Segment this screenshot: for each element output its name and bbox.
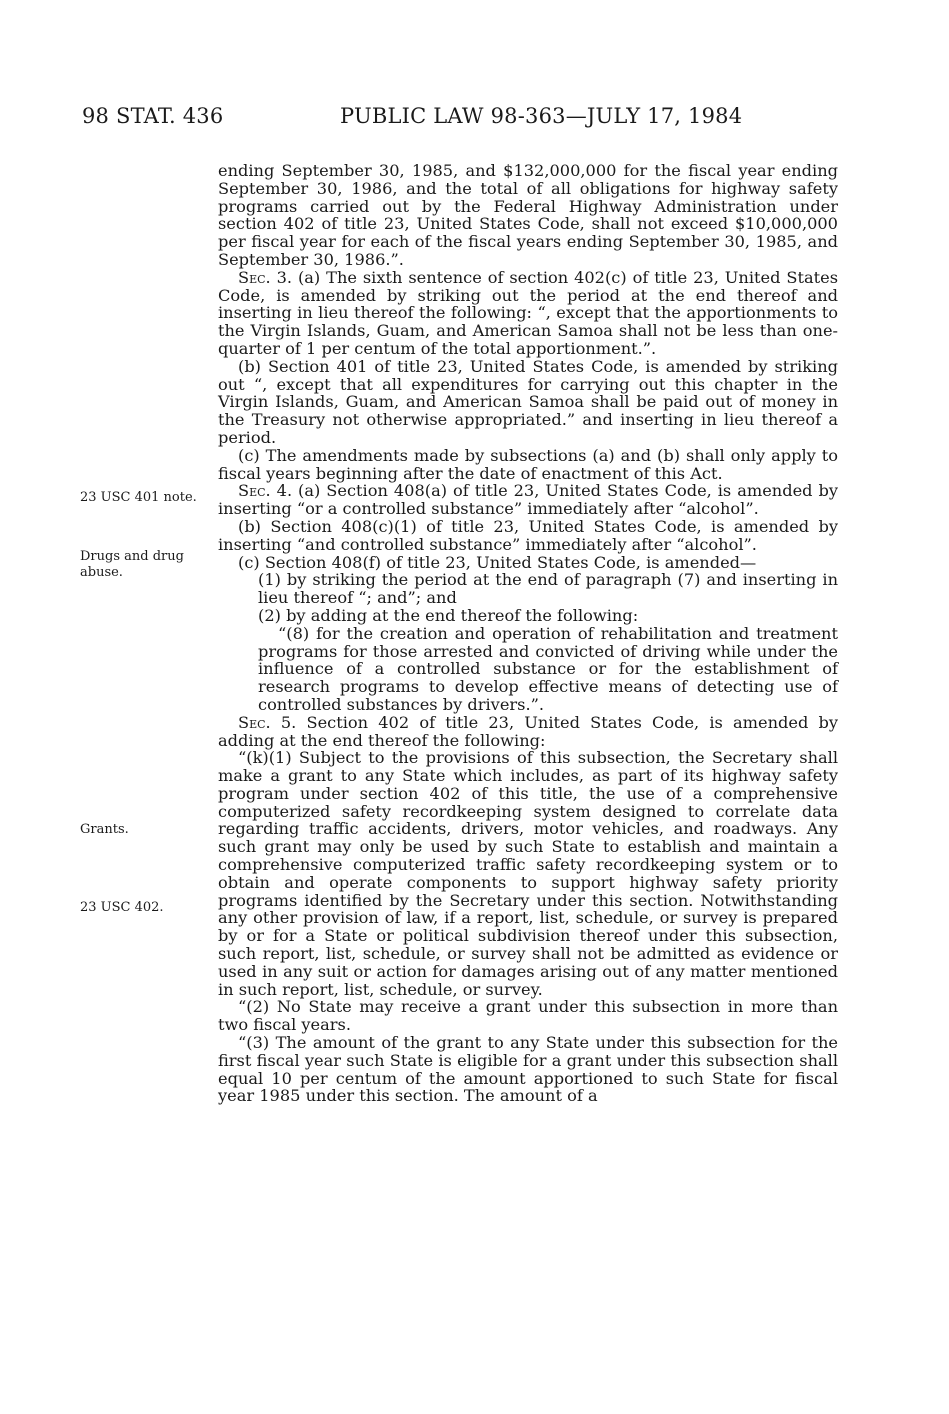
paragraph-text: (a) Section 408(a) of title 23, United States Code, is amended by inserting “or a controlled substance” immediately after “alcohol”.	[218, 481, 838, 519]
section-label: Sec. 5.	[238, 712, 297, 732]
margin-note-usc-402: 23 USC 402.	[80, 900, 164, 915]
margin-note-usc-401: 23 USC 401 note.	[80, 490, 197, 505]
paragraph-sec-5-k3: “(3) The amount of the grant to any State under this subsection for the first fiscal year such State is eligible for a grant under this subsection shall equal 10 per centum of the amount apportioned to such State for fiscal year 1985 under this section. The amount of a	[218, 1033, 838, 1106]
paragraph-sec-4a	[218, 482, 838, 518]
paragraph-sec-4c-2-quote: “(8) for the creation and operation of rehabilitation and treatment programs for those arrested and convicted of driving while under the influence of a controlled substance or for the establishment of research programs to develop effective means of detecting use of controlled substances by drivers.”.	[258, 623, 838, 714]
paragraph-sec-5-k2: “(2) No State may receive a grant under this subsection in more than two fiscal years.	[218, 997, 838, 1035]
paragraph-continuation: ending September 30, 1985, and $132,000,000 for the fiscal year ending September 30, 1986, and the total of all obligations for highway safety programs carried out by the Federal Highway Administration under section 402 of title 23, United States Code, shall not exceed $10,000,000 per fiscal year for each of the fiscal years ending September 30, 1985, and September 30, 1986.”.	[218, 161, 838, 269]
paragraph-sec-4c-1: (1) by striking the period at the end of paragraph (7) and inserting in lieu thereof “; and”; and	[258, 570, 838, 608]
paragraph-sec-4c: (c) Section 408(f) of title 23, United States Code, is amended—	[238, 552, 757, 572]
paragraph-sec-4c-2: (2) by adding at the end thereof the following:	[258, 605, 639, 625]
paragraph-sec-5-k1: “(k)(1) Subject to the provisions of this subsection, the Secretary shall make a grant to any State which includes, as part of its highway safety program under section 402 of this title, the use of a comprehensive computerized safety recordkeeping system designed to correlate data regarding traffic accidents, drivers, motor vehicles, and roadways. Any such grant may only be used by such State to establish and maintain a comprehensive computerized traffic safety recordkeeping system or to obtain and operate components to support highway safety priority programs identified by the Secretary under this section. Notwithstanding any other provision of law, if a report, list, schedule, or survey is prepared by or for a State or political subdivision thereof under this subsection, such report, list, schedule, or survey shall not be admitted as evidence or used in any suit or action for damages arising out of any matter mentioned in such report, list, schedule, or survey.	[218, 748, 838, 999]
paragraph-sec-3b: (b) Section 401 of title 23, United States Code, is amended by striking out “, except that all expenditures for carrying out this chapter in the Virgin Islands, Guam, and American Samoa shall be paid out of money in the Treasury not otherwise appropriated.” and inserting in lieu thereof a period.	[218, 356, 838, 447]
statute-body	[218, 162, 838, 1105]
paragraph-sec-4b: (b) Section 408(c)(1) of title 23, United States Code, is amended by inserting “and controlled substance” immediately after “alcohol”.	[218, 516, 838, 554]
margin-note-drugs: Drugs and drug abuse.	[80, 549, 184, 580]
page-title: PUBLIC LAW 98-363—JULY 17, 1984	[340, 104, 743, 128]
section-label: Sec. 3.	[238, 267, 293, 287]
paragraph-sec-3a	[218, 269, 838, 358]
page-header	[82, 104, 842, 136]
statute-page-number: 98 STAT. 436	[82, 104, 224, 128]
paragraph-text: Section 402 of title 23, United States Code, is amended by adding at the end thereof the following:	[218, 712, 838, 750]
paragraph-sec-5	[218, 714, 838, 750]
section-label: Sec. 4.	[238, 481, 293, 501]
margin-note-grants: Grants.	[80, 822, 129, 837]
paragraph-sec-3c: (c) The amendments made by subsections (a) and (b) shall only apply to fiscal years beginning after the date of enactment of this Act.	[218, 445, 838, 483]
paragraph-text: (a) The sixth sentence of section 402(c) of title 23, United States Code, is amended by striking out the period at the end thereof and inserting in lieu thereof the following: “, except that the apportionments to the Virgin Islands, Guam, and American Samoa shall not be less than one-quarter of 1 per centum of the total apportionment.”.	[218, 267, 838, 358]
